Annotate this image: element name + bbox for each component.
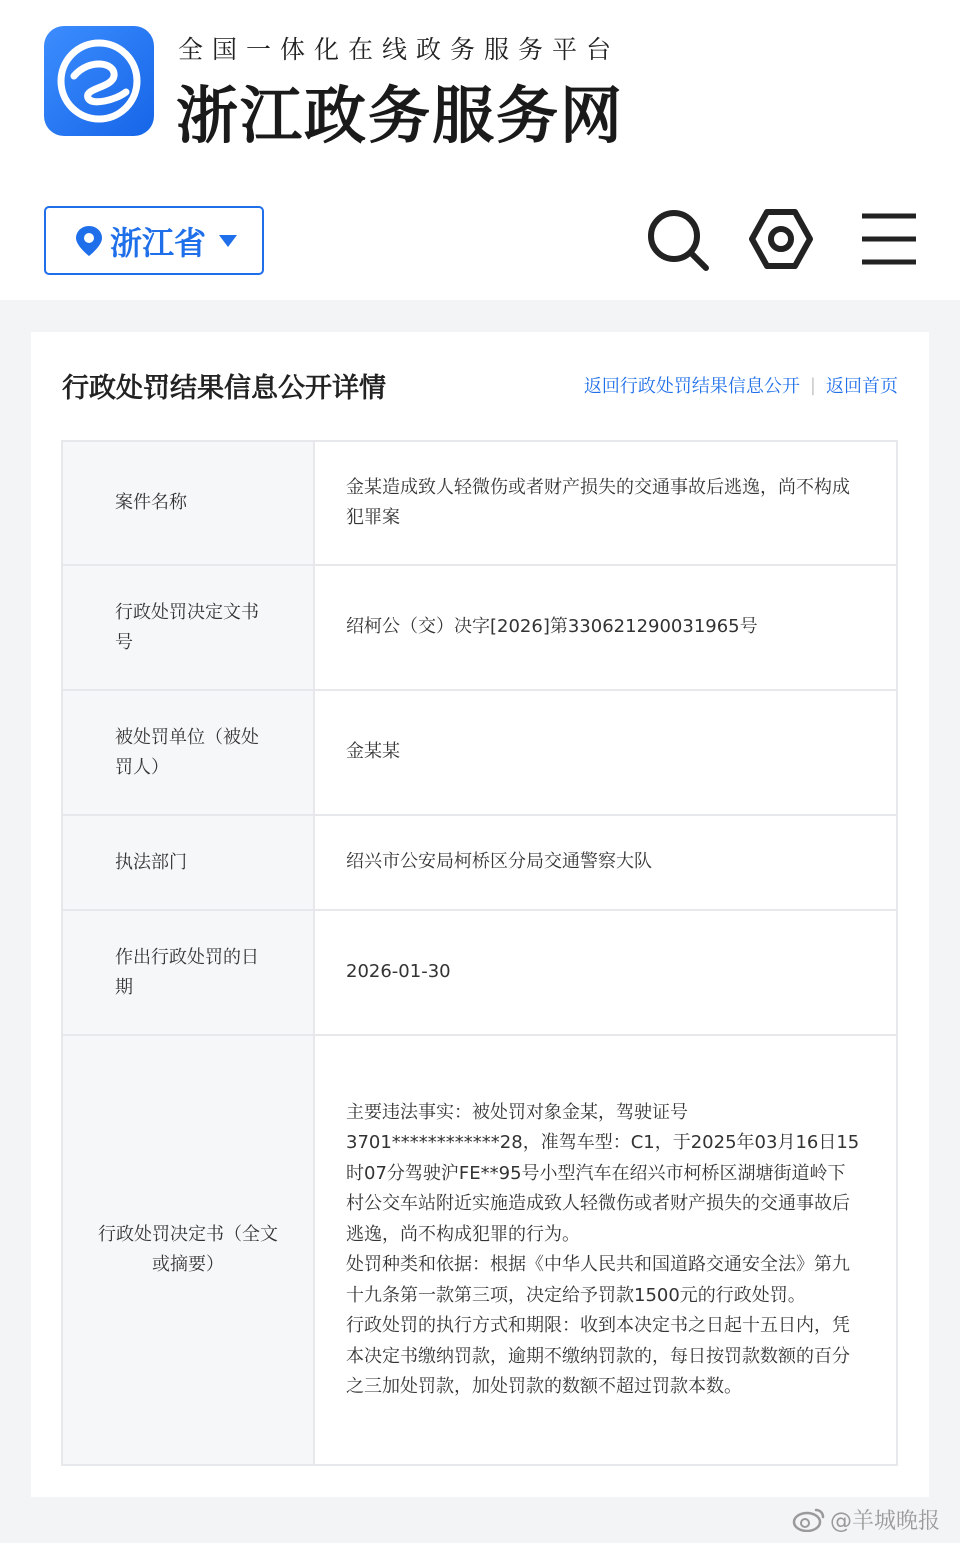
watermark-text: @羊城晚报	[830, 1508, 941, 1534]
row-value-text: 主要违法事实：被处罚对象金某，驾驶证号3701************28，准驾车型：C1，于2025年03月16日15时07分驾驶沪FE**95号小型汽车在绍兴市柯桥区湖塘街道岭下村公交车站附近实施造成致人轻微伤或者财产损失的交通事故后逃逸，尚不构成犯罪的行为。 处罚种类和依据：根据《中华人民共和国道路交通安全法》第九十九条第一款第三项，决定给予罚款1500元的行政处罚。 行政处罚的执行方式和期限：收到本决定书之日起十五日内，凭本决定书缴纳罚款，逾期不缴纳罚款的，每日按罚款数额的百分之三加处罚款，加处罚款的数额不超过罚款本数。	[346, 1101, 860, 1397]
site-header	[0, 0, 960, 300]
zhejiang-gov-logo-icon[interactable]	[44, 26, 154, 136]
row-label: 执法部门	[63, 816, 315, 909]
row-label: 作出行政处罚的日期	[63, 911, 315, 1034]
table-row	[63, 911, 896, 1036]
row-label: 案件名称	[63, 442, 315, 564]
row-label: 行政处罚决定文书号	[63, 566, 315, 689]
back-to-list-link[interactable]: 返回行政处罚结果信息公开	[583, 376, 800, 397]
watermark	[792, 1503, 940, 1535]
search-icon[interactable]	[644, 206, 710, 272]
table-row	[63, 691, 896, 816]
table-row	[63, 1036, 896, 1464]
detail-card	[31, 332, 929, 1497]
row-label: 行政处罚决定书（全文或摘要）	[63, 1036, 315, 1464]
detail-table	[61, 440, 898, 1466]
row-value-text: 金某某	[346, 741, 400, 763]
menu-icon[interactable]	[856, 206, 922, 272]
weibo-logo-icon	[792, 1506, 826, 1532]
brand-subtitle: 全国一体化在线政务服务平台	[178, 35, 621, 64]
table-row	[63, 816, 896, 911]
settings-icon[interactable]	[748, 206, 814, 272]
row-value-text: 绍柯公（交）决字[2026]第330621290031965号	[346, 616, 758, 638]
table-row	[63, 442, 896, 566]
row-value-text: 2026-01-30	[346, 961, 451, 983]
breadcrumb-links	[584, 372, 898, 398]
region-selector-button[interactable]	[44, 206, 264, 275]
back-home-link[interactable]: 返回首页	[826, 376, 898, 397]
row-value	[315, 1036, 896, 1464]
table-row	[63, 566, 896, 691]
brand-title[interactable]: 浙江政务服务网	[176, 79, 625, 152]
row-value	[315, 442, 896, 564]
link-separator: |	[809, 374, 816, 396]
row-value	[315, 816, 896, 909]
location-pin-icon	[74, 224, 104, 258]
row-value	[315, 691, 896, 814]
row-value	[315, 566, 896, 689]
row-value	[315, 911, 896, 1034]
row-value-text: 金某造成致人轻微伤或者财产损失的交通事故后逃逸，尚不构成犯罪案	[346, 476, 850, 528]
region-label: 浙江省	[110, 223, 207, 262]
row-label: 被处罚单位（被处罚人）	[63, 691, 315, 814]
caret-down-icon	[218, 234, 238, 248]
page-title: 行政处罚结果信息公开详情	[62, 373, 386, 404]
row-value-text: 绍兴市公安局柯桥区分局交通警察大队	[346, 851, 652, 873]
